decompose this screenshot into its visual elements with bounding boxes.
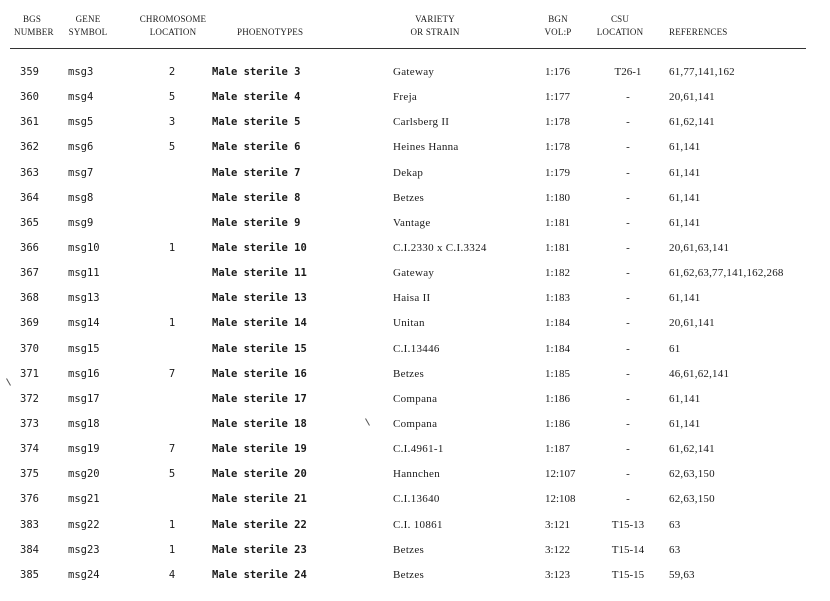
bgs-number-cell: 365: [20, 217, 39, 229]
gene-symbol-cell: msg11: [68, 267, 100, 279]
references-cell: 20,61,141: [669, 91, 715, 103]
csu-location-cell: -: [626, 217, 630, 229]
phenotype-cell: Male sterile 9: [212, 217, 301, 229]
bgs-number-cell: 383: [20, 519, 39, 531]
bgn-vol-page-cell: 1:184: [545, 343, 571, 355]
variety-cell: Dekap: [393, 167, 424, 179]
bgs-number-cell: 371: [20, 368, 39, 380]
references-cell: 61,141: [669, 192, 701, 204]
gene-symbol-cell: msg10: [68, 242, 100, 254]
gene-symbol-cell: msg3: [68, 66, 94, 78]
variety-cell: C.I. 10861: [393, 519, 443, 531]
gene-symbol-cell: msg8: [68, 192, 94, 204]
csu-location-cell: -: [626, 317, 630, 329]
phenotype-cell: Male sterile 3: [212, 66, 301, 78]
chromosome-location-cell: 7: [168, 443, 176, 455]
bgs-number-cell: 369: [20, 317, 39, 329]
bgs-number-cell: 385: [20, 569, 39, 581]
header-bgs-number: BGS NUMBER: [14, 14, 54, 37]
variety-cell: Compana: [393, 418, 438, 430]
bgs-number-cell: 366: [20, 242, 39, 254]
references-cell: 63: [669, 544, 681, 556]
csu-location-cell: -: [626, 192, 630, 204]
csu-location-cell: -: [626, 116, 630, 128]
gene-symbol-cell: msg15: [68, 343, 100, 355]
gene-symbol-cell: msg16: [68, 368, 100, 380]
bgn-vol-page-cell: 1:181: [545, 217, 571, 229]
variety-cell: C.I.4961-1: [393, 443, 444, 455]
chromosome-location-cell: 1: [168, 544, 176, 556]
bgn-vol-page-cell: 1:186: [545, 393, 571, 405]
phenotype-cell: Male sterile 5: [212, 116, 301, 128]
csu-location-cell: -: [626, 141, 630, 153]
bgn-vol-page-cell: 1:186: [545, 418, 571, 430]
table-row: [0, 191, 830, 209]
variety-cell: Gateway: [393, 267, 435, 279]
csu-location-cell: -: [626, 267, 630, 279]
chromosome-location-cell: 5: [168, 141, 176, 153]
variety-cell: Betzes: [393, 569, 425, 581]
phenotype-cell: Male sterile 7: [212, 167, 301, 179]
references-cell: 61,141: [669, 393, 701, 405]
chromosome-location-cell: 4: [168, 569, 176, 581]
header-gene-symbol: GENE SYMBOL: [68, 14, 108, 37]
bgn-vol-page-cell: 3:121: [545, 519, 571, 531]
bgn-vol-page-cell: 1:177: [545, 91, 571, 103]
table-row: [0, 492, 830, 510]
bgn-vol-page-cell: 1:179: [545, 167, 571, 179]
phenotype-cell: Male sterile 13: [212, 292, 307, 304]
table-row: [0, 316, 830, 334]
bgs-number-cell: 370: [20, 343, 39, 355]
references-cell: 46,61,62,141: [669, 368, 730, 380]
variety-cell: Betzes: [393, 368, 425, 380]
bgn-vol-page-cell: 3:123: [545, 569, 571, 581]
bgs-number-cell: 368: [20, 292, 39, 304]
phenotype-cell: Male sterile 11: [212, 267, 307, 279]
header-csu-location: CSU LOCATION: [596, 14, 644, 37]
references-cell: 61,141: [669, 167, 701, 179]
bgs-number-cell: 360: [20, 91, 39, 103]
phenotype-cell: Male sterile 23: [212, 544, 307, 556]
table-row: [0, 442, 830, 460]
phenotype-cell: Male sterile 8: [212, 192, 301, 204]
variety-cell: C.I.2330 x C.I.3324: [393, 242, 487, 254]
table-row: [0, 543, 830, 561]
table-row: [0, 342, 830, 360]
table-row: [0, 115, 830, 133]
gene-symbol-cell: msg22: [68, 519, 100, 531]
bgn-vol-page-cell: 1:185: [545, 368, 571, 380]
chromosome-location-cell: 2: [168, 66, 176, 78]
csu-location-cell: -: [626, 242, 630, 254]
references-cell: 61,141: [669, 217, 701, 229]
header-bgn: BGN VOL:P: [544, 14, 572, 37]
table-row: [0, 417, 830, 435]
csu-location-cell: T15-13: [611, 519, 645, 531]
header-references: REFERENCES: [669, 27, 728, 37]
csu-location-cell: -: [626, 443, 630, 455]
references-cell: 59,63: [669, 569, 695, 581]
csu-location-cell: -: [626, 343, 630, 355]
gene-symbol-cell: msg7: [68, 167, 94, 179]
table-row: [0, 266, 830, 284]
references-cell: 63: [669, 519, 681, 531]
csu-location-cell: -: [626, 393, 630, 405]
gene-symbol-cell: msg14: [68, 317, 100, 329]
bgn-vol-page-cell: 1:182: [545, 267, 571, 279]
phenotype-cell: Male sterile 20: [212, 468, 307, 480]
gene-symbol-cell: msg13: [68, 292, 100, 304]
bgn-vol-page-cell: 3:122: [545, 544, 571, 556]
chromosome-location-cell: 1: [168, 242, 176, 254]
gene-symbol-cell: msg17: [68, 393, 100, 405]
csu-location-cell: -: [626, 493, 630, 505]
csu-location-cell: -: [626, 368, 630, 380]
references-cell: 20,61,63,141: [669, 242, 730, 254]
gene-symbol-cell: msg4: [68, 91, 94, 103]
phenotype-cell: Male sterile 15: [212, 343, 307, 355]
bgs-number-cell: 361: [20, 116, 39, 128]
references-cell: 20,61,141: [669, 317, 715, 329]
table-row: [0, 166, 830, 184]
gene-symbol-cell: msg6: [68, 141, 94, 153]
variety-cell: Haisa II: [393, 292, 431, 304]
header-phenotypes: PHOENOTYPES: [237, 27, 304, 37]
gene-symbol-cell: msg21: [68, 493, 100, 505]
bgs-number-cell: 364: [20, 192, 39, 204]
variety-cell: Heines Hanna: [393, 141, 459, 153]
table-row: [0, 140, 830, 158]
csu-location-cell: -: [626, 167, 630, 179]
header-variety: VARIETY OR STRAIN: [410, 14, 460, 37]
phenotype-cell: Male sterile 4: [212, 91, 301, 103]
references-cell: 61,62,63,77,141,162,268: [669, 267, 784, 279]
chromosome-location-cell: 1: [168, 519, 176, 531]
references-cell: 61,141: [669, 418, 701, 430]
references-cell: 61,77,141,162: [669, 66, 735, 78]
gene-symbol-cell: msg24: [68, 569, 100, 581]
csu-location-cell: -: [626, 91, 630, 103]
bgn-vol-page-cell: 1:184: [545, 317, 571, 329]
references-cell: 61,62,141: [669, 443, 715, 455]
variety-cell: Unitan: [393, 317, 425, 329]
gene-symbol-cell: msg23: [68, 544, 100, 556]
chromosome-location-cell: 1: [168, 317, 176, 329]
chromosome-location-cell: 5: [168, 468, 176, 480]
table-row: [0, 467, 830, 485]
references-cell: 62,63,150: [669, 468, 715, 480]
bgn-vol-page-cell: 1:178: [545, 116, 571, 128]
bgs-number-cell: 367: [20, 267, 39, 279]
csu-location-cell: -: [626, 468, 630, 480]
table-row: [0, 518, 830, 536]
bgn-vol-page-cell: 12:108: [545, 493, 576, 505]
csu-location-cell: T15-14: [611, 544, 645, 556]
bgn-vol-page-cell: 1:183: [545, 292, 571, 304]
phenotype-cell: Male sterile 16: [212, 368, 307, 380]
bgn-vol-page-cell: 1:176: [545, 66, 571, 78]
bgn-vol-page-cell: 12:107: [545, 468, 576, 480]
table-row: [0, 216, 830, 234]
phenotype-cell: Male sterile 17: [212, 393, 307, 405]
header-chromosome-location: CHROMOSOME LOCATION: [139, 14, 207, 37]
phenotype-cell: Male sterile 24: [212, 569, 307, 581]
gene-symbol-cell: msg19: [68, 443, 100, 455]
bgs-number-cell: 384: [20, 544, 39, 556]
variety-cell: C.I.13640: [393, 493, 440, 505]
table-row: [0, 568, 830, 586]
chromosome-location-cell: 3: [168, 116, 176, 128]
csu-location-cell: T15-15: [611, 569, 645, 581]
variety-cell: Hannchen: [393, 468, 440, 480]
references-cell: 61,141: [669, 292, 701, 304]
bgs-number-cell: 363: [20, 167, 39, 179]
variety-cell: C.I.13446: [393, 343, 440, 355]
variety-cell: Gateway: [393, 66, 435, 78]
gene-symbol-cell: msg18: [68, 418, 100, 430]
bgn-vol-page-cell: 1:181: [545, 242, 571, 254]
phenotype-cell: Male sterile 14: [212, 317, 307, 329]
chromosome-location-cell: 5: [168, 91, 176, 103]
csu-location-cell: T26-1: [614, 66, 642, 78]
phenotype-cell: Male sterile 10: [212, 242, 307, 254]
bgn-vol-page-cell: 1:180: [545, 192, 571, 204]
table-row: [0, 367, 830, 385]
phenotype-cell: Male sterile 18: [212, 418, 307, 430]
bgs-number-cell: 372: [20, 393, 39, 405]
phenotype-cell: Male sterile 21: [212, 493, 307, 505]
gene-symbol-cell: msg9: [68, 217, 94, 229]
gene-symbol-cell: msg5: [68, 116, 94, 128]
references-cell: 62,63,150: [669, 493, 715, 505]
variety-cell: Betzes: [393, 544, 425, 556]
variety-cell: Compana: [393, 393, 438, 405]
references-cell: 61,62,141: [669, 116, 715, 128]
bgs-number-cell: 375: [20, 468, 39, 480]
gene-symbol-cell: msg20: [68, 468, 100, 480]
phenotype-cell: Male sterile 6: [212, 141, 301, 153]
table-row: [0, 291, 830, 309]
variety-cell: Betzes: [393, 192, 425, 204]
variety-cell: Carlsberg II: [393, 116, 450, 128]
csu-location-cell: -: [626, 418, 630, 430]
bgn-vol-page-cell: 1:178: [545, 141, 571, 153]
bgn-vol-page-cell: 1:187: [545, 443, 571, 455]
phenotype-cell: Male sterile 19: [212, 443, 307, 455]
bgs-number-cell: 374: [20, 443, 39, 455]
bgs-number-cell: 376: [20, 493, 39, 505]
bgs-number-cell: 359: [20, 66, 39, 78]
csu-location-cell: -: [626, 292, 630, 304]
bgs-number-cell: 362: [20, 141, 39, 153]
references-cell: 61: [669, 343, 681, 355]
bgs-number-cell: 373: [20, 418, 39, 430]
table-row: [0, 392, 830, 410]
table-row: [0, 241, 830, 259]
references-cell: 61,141: [669, 141, 701, 153]
chromosome-location-cell: 7: [168, 368, 176, 380]
variety-cell: Freja: [393, 91, 418, 103]
header-rule: [10, 48, 806, 49]
table-row: [0, 90, 830, 108]
phenotype-cell: Male sterile 22: [212, 519, 307, 531]
table-row: [0, 65, 830, 83]
variety-cell: Vantage: [393, 217, 431, 229]
